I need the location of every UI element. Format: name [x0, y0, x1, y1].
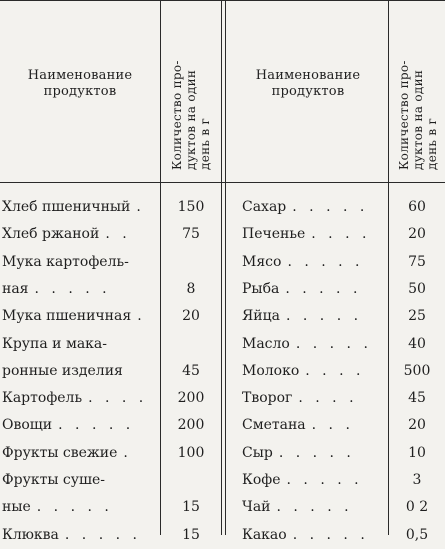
leader-dots: . . . . .	[285, 280, 362, 297]
product-name	[242, 249, 386, 276]
product-name-text: Мука картофель-	[2, 253, 129, 270]
header-qty-right-line3: день в г	[425, 117, 439, 170]
product-name-text: Клюква	[2, 526, 59, 543]
header-qty-right-line2: дуктов на один	[411, 69, 425, 170]
header-name-left	[0, 68, 160, 100]
product-name-text: Хлеб ржаной	[2, 226, 100, 243]
product-name-text: Сахар	[242, 199, 287, 215]
leader-dots: . .	[105, 226, 131, 243]
product-quantity: 45	[408, 390, 426, 407]
header-qty-right-line1: Количество про-	[397, 60, 411, 170]
product-name-text: Картофель	[2, 390, 83, 407]
table-row	[0, 494, 445, 521]
product-quantity: 8	[186, 280, 196, 297]
leader-dots: . . . . .	[292, 526, 369, 543]
product-name-text: Овощи	[2, 417, 53, 434]
leader-dots: . . . . .	[276, 499, 353, 516]
product-name	[242, 221, 386, 248]
table-row	[0, 467, 445, 494]
header-bottom-rule	[0, 182, 445, 183]
product-quantity: 75	[408, 253, 426, 270]
product-quantity: 40	[408, 335, 426, 352]
header-qty-left-line2: дуктов на один	[184, 69, 198, 170]
table-row	[0, 249, 445, 276]
product-quantity: 15	[182, 499, 200, 516]
table-row	[0, 221, 445, 248]
leader-dots: . . . . .	[58, 417, 135, 434]
product-quantity: 20	[182, 308, 200, 325]
product-name-text: Печенье	[242, 226, 306, 243]
leader-dots: .	[136, 199, 145, 215]
product-name-text: ные	[2, 499, 31, 516]
product-quantity: 75	[182, 226, 200, 243]
table-row	[0, 412, 445, 439]
product-quantity: 200	[177, 390, 205, 407]
leader-dots: . . . . .	[292, 199, 369, 215]
product-name	[242, 440, 386, 467]
product-quantity: 100	[177, 444, 205, 461]
leader-dots: . . .	[311, 417, 354, 434]
product-name-text: ная	[2, 280, 29, 297]
header-qty-left-line1: Количество про-	[170, 60, 184, 170]
leader-dots: . . . . .	[34, 280, 111, 297]
product-quantity: 3	[412, 472, 422, 488]
leader-dots: .	[123, 444, 132, 461]
product-name	[242, 303, 386, 330]
table-row	[0, 194, 445, 221]
leader-dots: . . . .	[298, 390, 358, 407]
header-name-left-text: Наименование продуктов	[27, 68, 133, 99]
table-row	[0, 440, 445, 467]
header-qty-right	[397, 60, 439, 170]
product-name-text: Фрукты свежие	[2, 444, 118, 461]
product-quantity: 200	[177, 417, 205, 434]
table-row	[0, 522, 445, 549]
header-name-right	[228, 68, 388, 100]
product-quantity: 50	[408, 280, 426, 297]
product-name	[242, 385, 386, 412]
leader-dots: . . . .	[305, 362, 365, 379]
leader-dots: . . . . .	[278, 444, 355, 461]
product-quantity: 15	[182, 526, 200, 543]
product-quantity: 25	[408, 308, 426, 325]
product-name	[242, 358, 386, 385]
product-name	[242, 331, 386, 358]
product-name-text: Чай	[242, 499, 271, 516]
product-name-text: Молоко	[242, 362, 300, 379]
header-qty-left	[170, 60, 212, 170]
header-name-right-text: Наименование продуктов	[255, 68, 361, 99]
product-quantity: 0 2	[405, 499, 429, 516]
product-name	[242, 276, 386, 303]
product-name-text: Крупа и мака-	[2, 335, 108, 352]
header-qty-left-line3: день в г	[198, 117, 212, 170]
table-row	[0, 385, 445, 412]
product-quantity: 150	[177, 199, 205, 215]
product-name-text: Фрукты суше-	[2, 472, 106, 488]
leader-dots: . . . .	[88, 390, 148, 407]
table-row	[0, 331, 445, 358]
product-name	[242, 194, 386, 221]
leader-dots: . . . . .	[64, 526, 141, 543]
product-name	[242, 412, 386, 439]
product-name-text: Мясо	[242, 253, 282, 270]
leader-dots: . . . . .	[286, 472, 363, 488]
product-name-text: Мука пшеничная	[2, 308, 132, 325]
product-name-text: Творог	[242, 390, 293, 407]
table-row	[0, 276, 445, 303]
product-name-text: ронные изделия	[2, 362, 123, 379]
leader-dots: . . . . .	[287, 253, 364, 270]
product-quantity: 0,5	[405, 526, 429, 543]
product-name-text: Масло	[242, 335, 290, 352]
product-name-text: Яйца	[242, 308, 280, 325]
product-name-text: Сыр	[242, 444, 273, 461]
product-name-text: Хлеб пшеничный	[2, 199, 131, 215]
table-row	[0, 358, 445, 385]
leader-dots: . . . . .	[295, 335, 372, 352]
leader-dots: .	[137, 308, 146, 325]
product-quantity: 45	[182, 362, 200, 379]
product-name-text: Какао	[242, 526, 287, 543]
leader-dots: . . . .	[311, 226, 371, 243]
leader-dots: . . . . .	[286, 308, 363, 325]
product-name-text: Рыба	[242, 280, 280, 297]
product-quantity: 10	[408, 444, 426, 461]
product-name	[242, 494, 386, 521]
table-row	[0, 303, 445, 330]
product-quantity: 60	[408, 199, 426, 215]
product-name	[242, 522, 386, 549]
product-name-text: Сметана	[242, 417, 306, 434]
product-name	[242, 467, 386, 494]
product-quantity: 20	[408, 226, 426, 243]
leader-dots: . . . . .	[36, 499, 113, 516]
product-quantity: 500	[403, 362, 431, 379]
product-quantity: 20	[408, 417, 426, 434]
table-top-rule	[0, 0, 445, 1]
product-name-text: Кофе	[242, 472, 281, 488]
